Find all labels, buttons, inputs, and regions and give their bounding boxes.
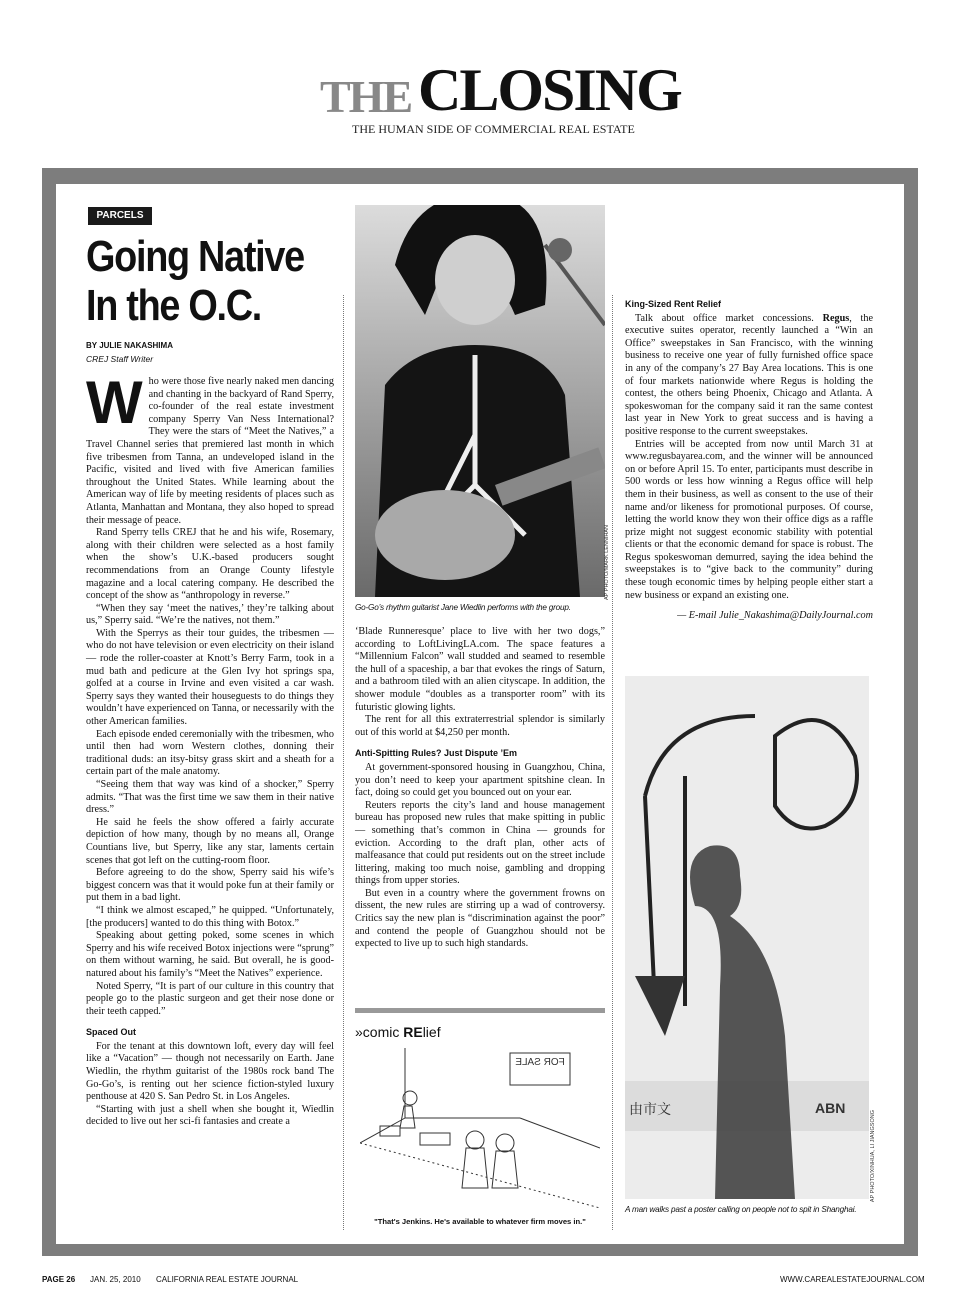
paragraph: ‘Blade Runneresque’ place to live with her two dogs,” according to LoftLivingLA.com. The space features a “Millennium Falcon” wall studded and seamed to resemble the hull of a spaceship, a bar that evokes the rings of Saturn, and a bathroom tiled with an alien cityscape. In addition, the shower module “doubles as a transporter room” with its futuristic glowing lights. — [355, 626, 605, 713]
paragraph-part: Talk about office market concessions. — [635, 312, 823, 324]
paragraph: Reuters reports the city’s land and house management bureau has proposed new rules that make spitting in public — something that’s common in China — grounds for eviction. According to the draft plan, other acts of malfeasance that could put residents out on the street include littering, making too much noise, gambling and dropping things from upper stories. — [355, 799, 605, 887]
column-1 — [86, 369, 334, 1129]
subhead-rent-relief: King-Sized Rent Relief — [625, 299, 722, 309]
photo-illustration — [625, 676, 869, 1199]
column-divider — [343, 295, 344, 1230]
paragraph: He said he feels the show offered a fairly accurate depiction of how many, though by no means all, Orange Countians live, but Sperry, like any star, laments certain scenes that got left on the cutting-room floor. — [86, 816, 334, 866]
paragraph: ho were those five nearly naked men dancing and chanting in the backyard of Rand Sperry, co-founder of the real estate investment company Sperry Van Ness International? They were the stars of “Meet the Natives,” a Travel Channel series that premiered last month in which five tribesmen from Tanna, an undeveloped island in the Pacific, visited and lived with five American families throughout the United States. While learning about the American way of life by meeting residents of places such as Atlanta, Manhattan and Montana, they also hoped to spread their message of peace. — [86, 376, 334, 526]
column-divider — [612, 295, 613, 1230]
column-2 — [355, 626, 605, 951]
paragraph: Speaking about getting poked, some scenes in which Sperry and his wife received Botox injections were “sprung” on them without warning, he said. But overall, he is good-natured about his family’s “Meet the Natives” experience. — [86, 930, 334, 979]
author-email: — E-mail Julie_Nakashima@DailyJournal.com — [677, 610, 873, 622]
comic-title-suffix: lief — [422, 1024, 441, 1040]
paragraph: “Seeing them that way was kind of a shocker,” Sperry admits. “That was the first time we saw them in their native dress.” — [86, 779, 334, 816]
comic-title — [355, 1024, 441, 1040]
comic-sign: FOR SALE — [515, 1057, 565, 1068]
svg-text:由市文: 由市文 — [629, 1102, 671, 1118]
paragraph: With the Sperrys as their tour guides, the tribesmen — who do not have television or even electricity on their island — rode the roller-coaster at Knott’s Berry Farm, took in a mud bath and pedicure at the Glen Ivy hot springs spa, golfed at a course in Irvine and even visited a car wash. Sperry says they wanted their houseguests to do things they wouldn’t have experienced on Tanna, or necessarily with the other American families. — [86, 627, 334, 728]
subhead-anti-spitting: Anti-Spitting Rules? Just Dispute ’Em — [355, 748, 518, 759]
cartoon-drawing — [360, 1048, 600, 1208]
company-name: Regus — [822, 312, 850, 324]
comic-caption: "That's Jenkins. He's available to whatever firm moves in." — [374, 1217, 586, 1226]
issue-date: JAN. 25, 2010 — [90, 1275, 141, 1284]
page-number: PAGE 26 — [42, 1275, 76, 1284]
photo-jane-wiedlin — [355, 205, 605, 597]
headline-line-2: In the O.C. — [86, 281, 262, 330]
drop-cap: W — [86, 369, 143, 436]
paragraph: “When they say ‘meet the natives,’ they’re talking about us,” Sperry said. “We’re the natives, not them.” — [86, 602, 334, 627]
comic-title-bold: RE — [403, 1024, 423, 1040]
photo-caption: A man walks past a poster calling on people not to spit in Shanghai. — [625, 1205, 857, 1214]
byline-role: CREJ Staff Writer — [86, 354, 154, 364]
paragraph: Entries will be accepted from now until March 31 at www.regusbayarea.com, and the winner will be announced on or before April 15. To enter, participants must describe in 500 words or less how winning a Regus office will help them in their business, as well as consent to the use of their name and/or likeness for promotional purposes. Of course, letting the world know they won their office digs as a raffle prize might not suggest economic stability with potential clients or that the economic demand for space is robust. The Regus spokeswoman demurred, saying the idea behind the sweepstakes is to “give back to the community” during these tough economic times by helping people either start a new business or expand an existing one. — [625, 438, 873, 601]
photo-credit: AP PHOTO/MARK LENNIHAN — [604, 525, 610, 600]
paragraph: At government-sponsored housing in Guangzhou, China, you don’t need to keep your apartment spitshine clean. In fact, doing so could get you bounced out on your ear. — [355, 761, 605, 799]
headline — [86, 232, 310, 330]
paragraph: Rand Sperry tells CREJ that he and his wife, Rosemary, along with their children were selected as a host family when the show’s U.K.-based producers sought recommendations from an Orange County lifestyle magazine and a local catering company. He described the concept of the show as “anthropology in reverse.” — [86, 527, 334, 602]
comic-rule — [355, 1008, 605, 1013]
section-tag: PARCELS — [88, 207, 152, 225]
comic-title-prefix: »comic — [355, 1024, 404, 1040]
publication-url: WWW.CAREALESTATEJOURNAL.COM — [780, 1275, 925, 1284]
poster-sign: ABN — [815, 1100, 846, 1116]
paragraph: Noted Sperry, “It is part of our culture in this country that people go to the plastic surgeon and get their nose done or their teeth capped.” — [86, 980, 334, 1017]
photo-illustration — [355, 205, 605, 597]
subhead-spaced-out: Spaced Out — [86, 1027, 137, 1038]
paragraph: “Starting with just a shell when she bought it, Wiedlin decided to live out her sci-fi fantasies and create a — [86, 1103, 334, 1128]
comic-cartoon — [360, 1048, 600, 1208]
publication-name: CALIFORNIA REAL ESTATE JOURNAL — [156, 1275, 299, 1284]
masthead-closing: CLOSING — [418, 57, 681, 123]
paragraph-part: , the executive suites operator, recently launched a “Win an Office” sweepstakes in San Francisco, with the winning business to receive one year of fully furnished office space in any of the company’s 27 Bay Area locations. This is one of four markets nationwide where Regus is holding the contest, the others being Phoenix, Chicago and Atlanta. A spokeswoman for the company said it ran the same contest last year in New York to great success and is having a positive response to the current sweepstakes. — [625, 312, 874, 437]
paragraph: Before agreeing to do the show, Sperry said his wife’s biggest concern was that it would poke fun at their family or put them in a bad light. — [86, 867, 334, 904]
photo-credit: AP PHOTO/XINHUA, LI JIANGSONG — [870, 1110, 876, 1203]
paragraph: “I think we almost escaped,” he quipped. “Unfortunately, [the producers] wanted to do this thing with Botox.” — [86, 904, 334, 929]
headline-line-1: Going Native — [86, 232, 304, 281]
byline: BY JULIE NAKASHIMA — [86, 341, 173, 350]
column-3 — [625, 298, 873, 623]
photo-shanghai-poster — [625, 676, 869, 1199]
photo-caption: Go-Go’s rhythm guitarist Jane Wiedlin performs with the group. — [355, 603, 571, 612]
paragraph: But even in a country where the government frowns on dissent, the new rules are stirring up a wad of controversy. Critics say the new plan is “discrimination against the poor” and contend the people of Guangzhou should not be expected to live up to such high standards. — [355, 887, 605, 950]
paragraph: The rent for all this extraterrestrial splendor is similarly out of this world at $4,250 per month. — [355, 714, 605, 738]
paragraph: Each episode ended ceremonially with the tribesmen, who until then had worn Western clothes, donning their traditional duds: an itsy-bitsy grass skirt and a sheath for a certain part of the male anatomy. — [86, 728, 334, 778]
masthead-the: THE — [320, 71, 412, 122]
paragraph: For the tenant at this downtown loft, every day will feel like a “Vacation” — though not necessarily on Earth. Jane Wiedlin, the rhythm guitarist of the 1980s rock band The Go-Go’s, is renting out her science fiction-styled luxury penthouse at 420 S. San Pedro St. in Los Angeles. — [86, 1040, 334, 1103]
masthead-subtitle: THE HUMAN SIDE OF COMMERCIAL REAL ESTATE — [352, 122, 635, 136]
